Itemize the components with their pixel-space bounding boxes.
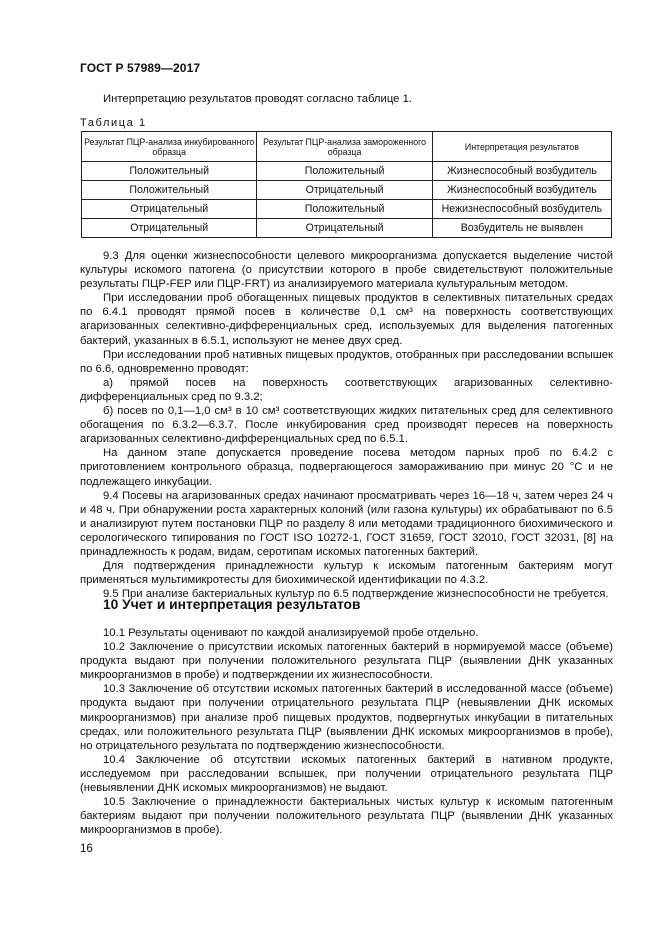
body-text <box>80 249 613 601</box>
table-row <box>82 162 612 181</box>
table-cell: Положительный <box>257 162 432 181</box>
paragraph: Для подтверждения принадлежности культур к искомым патогенным бактериям могут применяться мультимикротесты для биохимической идентификации по 4.3.2. <box>80 560 613 587</box>
table-cell: Положительный <box>257 200 432 219</box>
table-cell: Отрицательный <box>257 181 432 200</box>
paragraph: 10.2 Заключение о присутствии искомых патогенных бактерий в нормируемой массе (объеме) продукта выдают при получении положительного результата ПЦР (выявлении ДНК указанных микроорганизмов в пробе) и подтверждении их жизнеспособности. <box>80 641 613 682</box>
paragraph: а) прямой посев на поверхность соответствующих агаризованных селективно-дифференциальных сред по 9.3.2; <box>80 376 613 403</box>
paragraph: 9.5 При анализе бактериальных культур по 6.5 подтверждение жизнеспособности не требуется. <box>103 588 609 601</box>
paragraph: 10.4 Заключение об отсутствии искомых патогенных бактерий в нативном продукте, исследуемом при расследовании вспышек, при получении отрицательного результата ПЦР (невыявлении ДНК искомых микроорганизмов) не выдают. <box>80 753 613 795</box>
intro-text: Интерпретацию результатов проводят согласно таблице 1. <box>103 93 413 105</box>
section-title: 10 Учет и интерпретация результатов <box>103 597 361 612</box>
table-cell: Положительный <box>82 181 257 200</box>
paragraph: 10.3 Заключение об отсутствии искомых патогенных бактерий в исследованной массе (объеме) продукта выдают при получении отрицательного результата ПЦР (невыявлении ДНК искомых микроорганизмов) при анализе проб пищевых продуктов, подвергнутых инкубации в питательных средах, или положительного результата ПЦР (выявлении ДНК искомых микроорганизмов в пробе), но отрицательного результата по подтверждению жизнеспособности. <box>80 683 613 752</box>
paragraph: 9.4 Посевы на агаризованных средах начинают просматривать через 16—18 ч, затем через 24 ч и 48 ч. При обнаружении роста характерных колоний (или газона культуры) их обрабатывают по 6.5 и анализируют путем постановки ПЦР по разделу 8 или методами традиционного биохимического и серологического типирования по ГОСТ ISO 10272-1, ГОСТ 31659, ГОСТ 32010, ГОСТ 32031, [8] на принадлежность к родам, видам, серотипам искомых патогенных бактерий. <box>80 489 613 558</box>
paragraph: б) посев по 0,1—1,0 см³ в 10 см³ соответствующих жидких питательных сред для селективного обогащения по 6.3.2—6.3.7. После инкубирования сред производят пересев на поверхность агаризованных селективно-дифференциальных сред по 6.5.1. <box>80 405 613 446</box>
paragraph: 10.1 Результаты оценивают по каждой анализируемой пробе отдельно. <box>103 627 479 639</box>
results-table <box>81 131 612 238</box>
table-row <box>82 181 612 200</box>
section-body <box>80 626 613 837</box>
table-cell: Жизнеспособный возбудитель <box>432 181 611 200</box>
table-cell: Отрицательный <box>82 200 257 219</box>
table-cell: Положительный <box>82 162 257 181</box>
table-header-cell: Результат ПЦР-анализа инкубированного образца <box>82 132 257 162</box>
table-header-row <box>82 132 612 162</box>
table-row <box>82 200 612 219</box>
table-cell: Отрицательный <box>82 219 257 238</box>
paragraph: 10.5 Заключение о принадлежности бактериальных чистых культур к искомым патогенным бактериям выдают при получении положительного результата ПЦР (выявлении ДНК указанных микроорганизмов в пробе). <box>80 796 613 837</box>
table-cell: Жизнеспособный возбудитель <box>432 162 611 181</box>
paragraph: При исследовании проб нативных пищевых продуктов, отобранных при расследовании вспышек по 6.6, одновременно проводят: <box>80 348 613 375</box>
table-row <box>82 219 612 238</box>
table-header-cell: Результат ПЦР-анализа замороженного образца <box>257 132 432 162</box>
paragraph: 9.3 Для оценки жизнеспособности целевого микроорганизма допускается выделение чистой культуры искомого патогена (о присутствии которого в пробе свидетельствуют положительные результаты ПЦР-FEP или ПЦР-FRT) из анализируемого материала культуральным методом. <box>80 250 613 291</box>
table-header-cell: Интерпретация результатов <box>432 132 611 162</box>
table-cell: Отрицательный <box>257 219 432 238</box>
table-cell: Возбудитель не выявлен <box>432 219 611 238</box>
table-caption: Таблица 1 <box>80 117 147 129</box>
table-cell: Нежизнеспособный возбудитель <box>432 200 611 219</box>
page-number: 16 <box>80 843 93 855</box>
document-header: ГОСТ Р 57989—2017 <box>80 61 201 75</box>
paragraph: При исследовании проб обогащенных пищевых продуктов в селективных питательных средах по 6.4.1 проводят прямой посев в количестве 0,1 см³ на поверхность соответствующих агаризованных селективно-дифференциальных сред, используемых для выделения патогенных бактерий, указанных в 6.5.1, используют не менее двух сред. <box>80 292 613 347</box>
paragraph: На данном этапе допускается проведение посева методом парных проб по 6.4.2 с приготовлением контрольного образца, подвергающегося замораживанию при минус 20 °C и не подлежащего инкубации. <box>80 447 613 488</box>
